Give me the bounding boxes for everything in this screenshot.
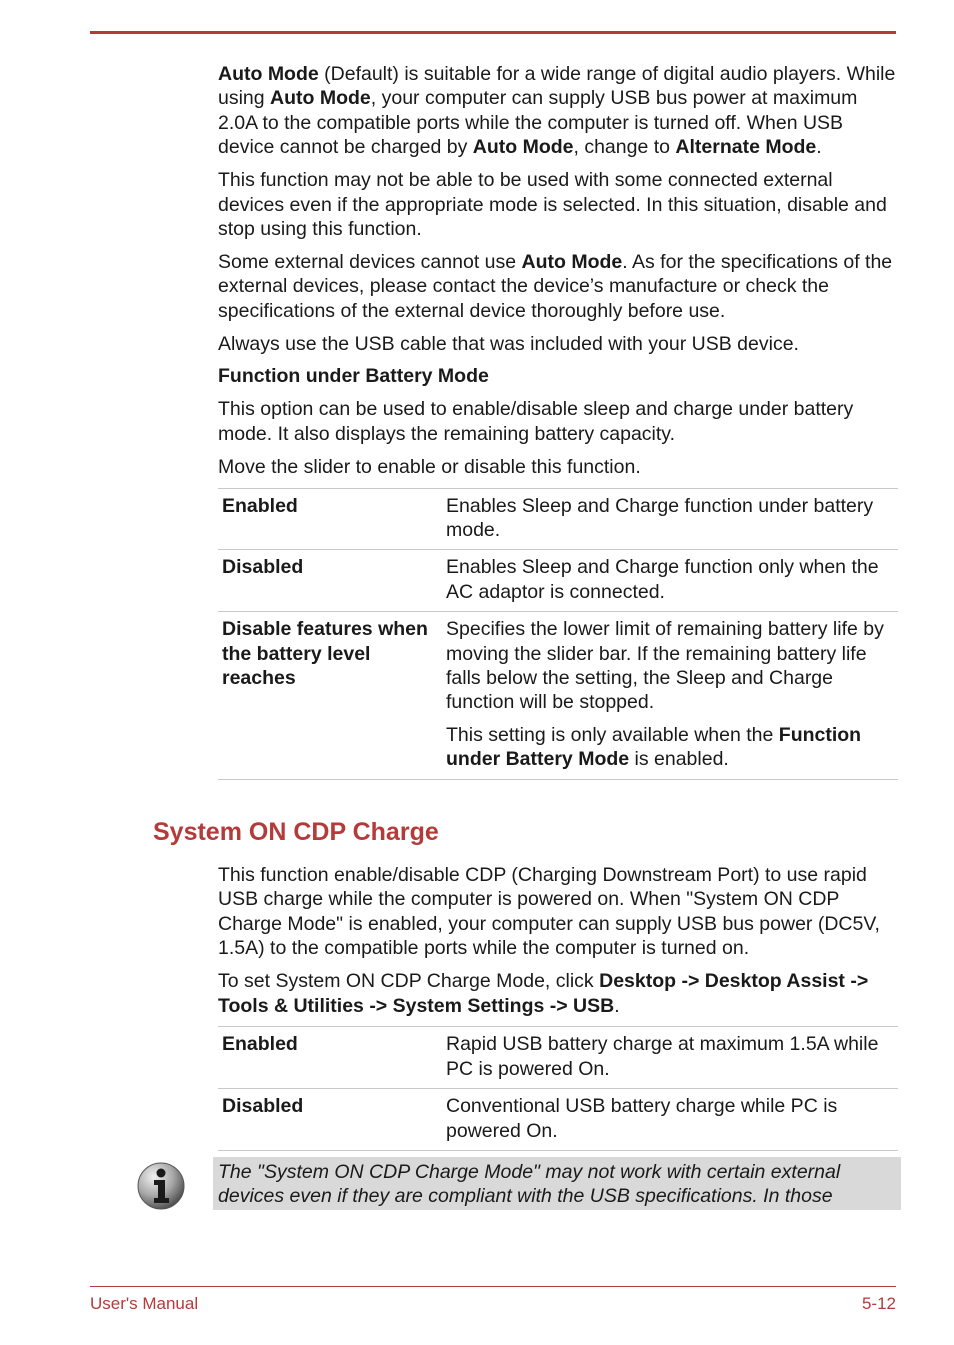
table-key: Enabled (218, 488, 442, 550)
paragraph-battery-option: This option can be used to enable/disable sleep and charge under battery mode. It also displays the remaining battery capacity. (218, 398, 854, 445)
paragraph-auto-mode: Auto Mode (Default) is suitable for a wide range of digital audio players. While using Auto Mode, your computer can supply USB bus power at maximum 2.0A to the compatible ports while the computer is turned off. When USB device cannot be charged by Auto Mode, change to Alternate Mode. (218, 63, 896, 159)
table-value: Enables Sleep and Charge function only when the AC adaptor is connected. (442, 550, 898, 612)
battery-mode-table (218, 488, 898, 780)
bold-text: Auto Mode (218, 63, 319, 85)
table-row (218, 550, 898, 612)
table-value: Specifies the lower limit of remaining battery life by moving the slider bar. If the remaining battery life falls below the setting, the Sleep and Charge function will be stopped. (446, 618, 884, 714)
paragraph-slider: Move the slider to enable or disable this function. (218, 455, 641, 478)
paragraph-cdp-intro: This function enable/disable CDP (Charging Downstream Port) to use rapid USB charge while the computer is powered on. When "System ON CDP Charge Mode" is enabled, your computer can supply USB bus power (DC5V, 1.5A) to the compatible ports while the computer is turned on. (218, 864, 880, 960)
page-number: 5-12 (861, 1294, 896, 1313)
table-key: Enabled (218, 1027, 442, 1089)
bold-text: Alternate Mode (675, 136, 817, 159)
paragraph-compat: This function may not be able to be used with some connected external devices even if the appropriate mode is selected. In this situation, disable and stop using this function. (218, 169, 887, 240)
footer-title: User's Manual (90, 1294, 199, 1313)
cdp-table (218, 1026, 898, 1151)
bold-text: Auto Mode (270, 87, 371, 110)
table-value: Rapid USB battery charge at maximum 1.5A while PC is powered On. (442, 1027, 898, 1089)
table-row (218, 1027, 898, 1089)
table-row (218, 1089, 898, 1151)
section-title: System ON CDP Charge (153, 818, 439, 846)
info-icon (136, 1161, 186, 1211)
section-content-usb-modes (218, 62, 898, 780)
header-rule (90, 31, 896, 34)
bold-text: Auto Mode (472, 136, 574, 159)
section-content-cdp (218, 863, 898, 1151)
table-value-cell (442, 612, 898, 779)
table-key: Disabled (218, 1089, 442, 1151)
footer-rule (90, 1286, 896, 1287)
subheading-battery-mode: Function under Battery Mode (218, 365, 489, 388)
table-key: Disable features when the battery level reaches (218, 612, 442, 779)
table-value-note: This setting is only available when the Function under Battery Mode is enabled. (446, 723, 862, 771)
note-box (213, 1157, 901, 1210)
table-value: Conventional USB battery charge while PC is powered On. (442, 1089, 898, 1151)
bold-text: Function under Battery Mode (446, 723, 862, 771)
bold-text: Auto Mode (521, 250, 623, 273)
table-row (218, 612, 898, 779)
table-value: Enables Sleep and Charge function under battery mode. (442, 488, 898, 550)
paragraph-usb-cable: Always use the USB cable that was included with your USB device. (218, 332, 799, 355)
paragraph-cdp-path: To set System ON CDP Charge Mode, click Desktop -> Desktop Assist -> Tools & Utilities -> System Settings -> USB. (218, 970, 869, 1017)
table-row (218, 488, 898, 550)
bold-text: Desktop -> Desktop Assist -> Tools & Utilities -> System Settings -> USB (218, 970, 869, 1017)
table-key: Disabled (218, 550, 442, 612)
note-text: The "System ON CDP Charge Mode" may not work with certain external devices even if they are compliant with the USB specifications. In those (218, 1161, 841, 1208)
paragraph-external-devices: Some external devices cannot use Auto Mode. As for the specifications of the external devices, please contact the device’s manufacture or check the specifications of the external device thoroughly before use. (218, 250, 893, 322)
